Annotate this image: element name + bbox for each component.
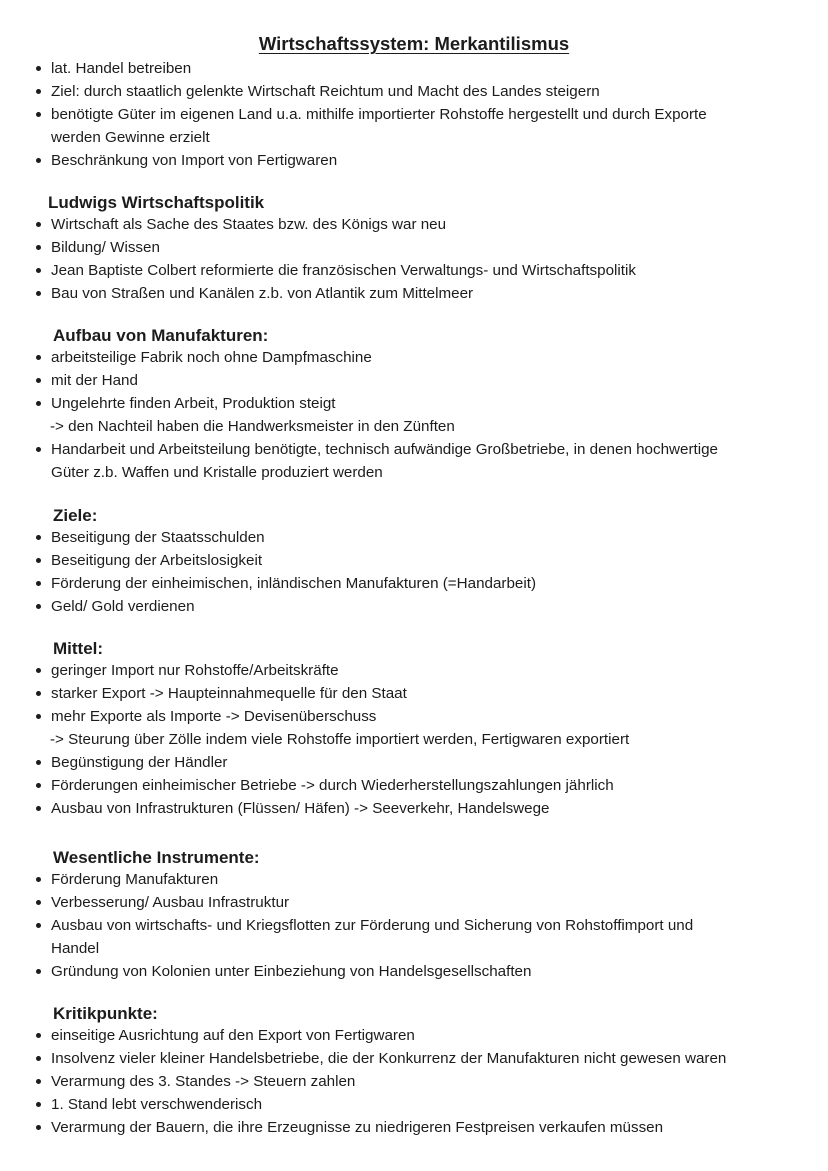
list-item <box>0 682 800 705</box>
list-item <box>0 659 800 682</box>
list-item-text: benötigte Güter im eigenen Land u.a. mithilfe importierter Rohstoffe hergestellt und durch Exporte <box>51 106 707 123</box>
list-item-text: Verarmung der Bauern, die ihre Erzeugnisse zu niedrigeren Festpreisen verkaufen müssen <box>51 1119 664 1136</box>
section-list-ziele <box>0 526 800 618</box>
list-item-text: Insolvenz vieler kleiner Handelsbetriebe, die der Konkurrenz der Manufakturen nicht gewesen waren <box>51 1050 727 1067</box>
list-item-text: werden Gewinne erzielt <box>51 129 210 146</box>
note-item <box>0 415 800 438</box>
list-item <box>0 1116 800 1139</box>
list-item <box>0 572 800 595</box>
list-item-text: Wirtschaft als Sache des Staates bzw. des Königs war neu <box>51 216 447 233</box>
list-item <box>0 1024 800 1047</box>
list-item-text: Bau von Straßen und Kanälen z.b. von Atlantik zum Mittelmeer <box>51 285 474 302</box>
list-item <box>0 914 800 960</box>
list-item <box>0 259 800 282</box>
list-item-text: -> den Nachteil haben die Handwerksmeister in den Zünften <box>50 418 455 435</box>
section-list-aufbau-von-manufakturen <box>0 346 800 484</box>
section-heading-wesentliche-instrumente: Wesentliche Instrumente: <box>53 848 260 867</box>
list-item <box>0 57 800 80</box>
list-item-text: starker Export -> Haupteinnahmequelle für den Staat <box>51 685 407 702</box>
list-item-text: Jean Baptiste Colbert reformierte die französischen Verwaltungs- und Wirtschaftspolitik <box>51 262 636 279</box>
list-item <box>0 526 800 549</box>
list-item-text: geringer Import nur Rohstoffe/Arbeitskräfte <box>51 662 339 679</box>
section-heading-kritikpunkte: Kritikpunkte: <box>53 1004 158 1023</box>
page-title: Wirtschaftssystem: Merkantilismus <box>258 33 570 54</box>
section-heading-aufbau-von-manufakturen: Aufbau von Manufakturen: <box>53 326 269 345</box>
section-list-mittel <box>0 659 800 820</box>
list-item <box>0 369 800 392</box>
section-list-ludwigs-wirtschaftspolitik <box>0 213 800 305</box>
section-heading-mittel: Mittel: <box>53 639 104 658</box>
list-item-text: arbeitsteilige Fabrik noch ohne Dampfmaschine <box>51 349 372 366</box>
list-item-text: mit der Hand <box>51 372 138 389</box>
list-item <box>0 80 800 103</box>
list-item-text: Ungelehrte finden Arbeit, Produktion steigt <box>51 395 336 412</box>
list-item <box>0 797 800 820</box>
list-item-text: Gründung von Kolonien unter Einbeziehung von Handelsgesellschaften <box>51 963 532 980</box>
note-item <box>0 728 800 751</box>
section-list-kritikpunkte <box>0 1024 800 1139</box>
list-item-text: Ausbau von Infrastrukturen (Flüssen/ Häfen) -> Seeverkehr, Handelswege <box>51 800 550 817</box>
list-item-text: Ausbau von wirtschafts- und Kriegsflotten zur Förderung und Sicherung von Rohstoffimport und <box>51 917 694 934</box>
list-item-text: Verarmung des 3. Standes -> Steuern zahlen <box>51 1073 356 1090</box>
list-item <box>0 438 800 484</box>
list-item-text: Handel <box>51 940 100 957</box>
list-item <box>0 392 800 415</box>
list-item-text: Förderung Manufakturen <box>51 871 219 888</box>
list-item-text: Beschränkung von Import von Fertigwaren <box>51 152 338 169</box>
list-item-text: -> Steurung über Zölle indem viele Rohstoffe importiert werden, Fertigwaren exportiert <box>50 731 630 748</box>
list-item <box>0 1093 800 1116</box>
section-list-wesentliche-instrumente <box>0 868 800 983</box>
intro-list <box>0 57 800 172</box>
list-item <box>0 960 800 983</box>
list-item <box>0 213 800 236</box>
list-item <box>0 1070 800 1093</box>
section-heading-ludwigs-wirtschaftspolitik: Ludwigs Wirtschaftspolitik <box>48 193 265 212</box>
list-item-text: Geld/ Gold verdienen <box>51 598 195 615</box>
list-item <box>0 549 800 572</box>
list-item-text: Verbesserung/ Ausbau Infrastruktur <box>51 894 290 911</box>
list-item <box>0 705 800 728</box>
list-item-text: 1. Stand lebt verschwenderisch <box>51 1096 263 1113</box>
list-item-text: einseitige Ausrichtung auf den Export von Fertigwaren <box>51 1027 415 1044</box>
list-item-text: Beseitigung der Staatsschulden <box>51 529 265 546</box>
list-item-text: mehr Exporte als Importe -> Devisenüberschuss <box>51 708 377 725</box>
list-item <box>0 103 800 149</box>
list-item <box>0 236 800 259</box>
list-item-text: Bildung/ Wissen <box>51 239 160 256</box>
list-item <box>0 774 800 797</box>
list-item <box>0 595 800 618</box>
list-item <box>0 282 800 305</box>
list-item-text: Handarbeit und Arbeitsteilung benötigte, technisch aufwändige Großbetriebe, in denen hochwertige <box>51 441 719 458</box>
list-item-text: Begünstigung der Händler <box>51 754 228 771</box>
section-heading-ziele: Ziele: <box>53 506 98 525</box>
list-item-text: Güter z.b. Waffen und Kristalle produziert werden <box>51 464 383 481</box>
list-item <box>0 149 800 172</box>
list-item-text: Ziel: durch staatlich gelenkte Wirtschaft Reichtum und Macht des Landes steigern <box>51 83 600 100</box>
list-item <box>0 346 800 369</box>
list-item <box>0 751 800 774</box>
list-item-text: Beseitigung der Arbeitslosigkeit <box>51 552 263 569</box>
list-item <box>0 891 800 914</box>
list-item-text: Förderungen einheimischer Betriebe -> durch Wiederherstellungszahlungen jährlich <box>51 777 614 794</box>
list-item-text: lat. Handel betreiben <box>51 60 192 77</box>
list-item <box>0 868 800 891</box>
list-item-text: Förderung der einheimischen, inländischen Manufakturen (=Handarbeit) <box>51 575 537 592</box>
list-item <box>0 1047 800 1070</box>
